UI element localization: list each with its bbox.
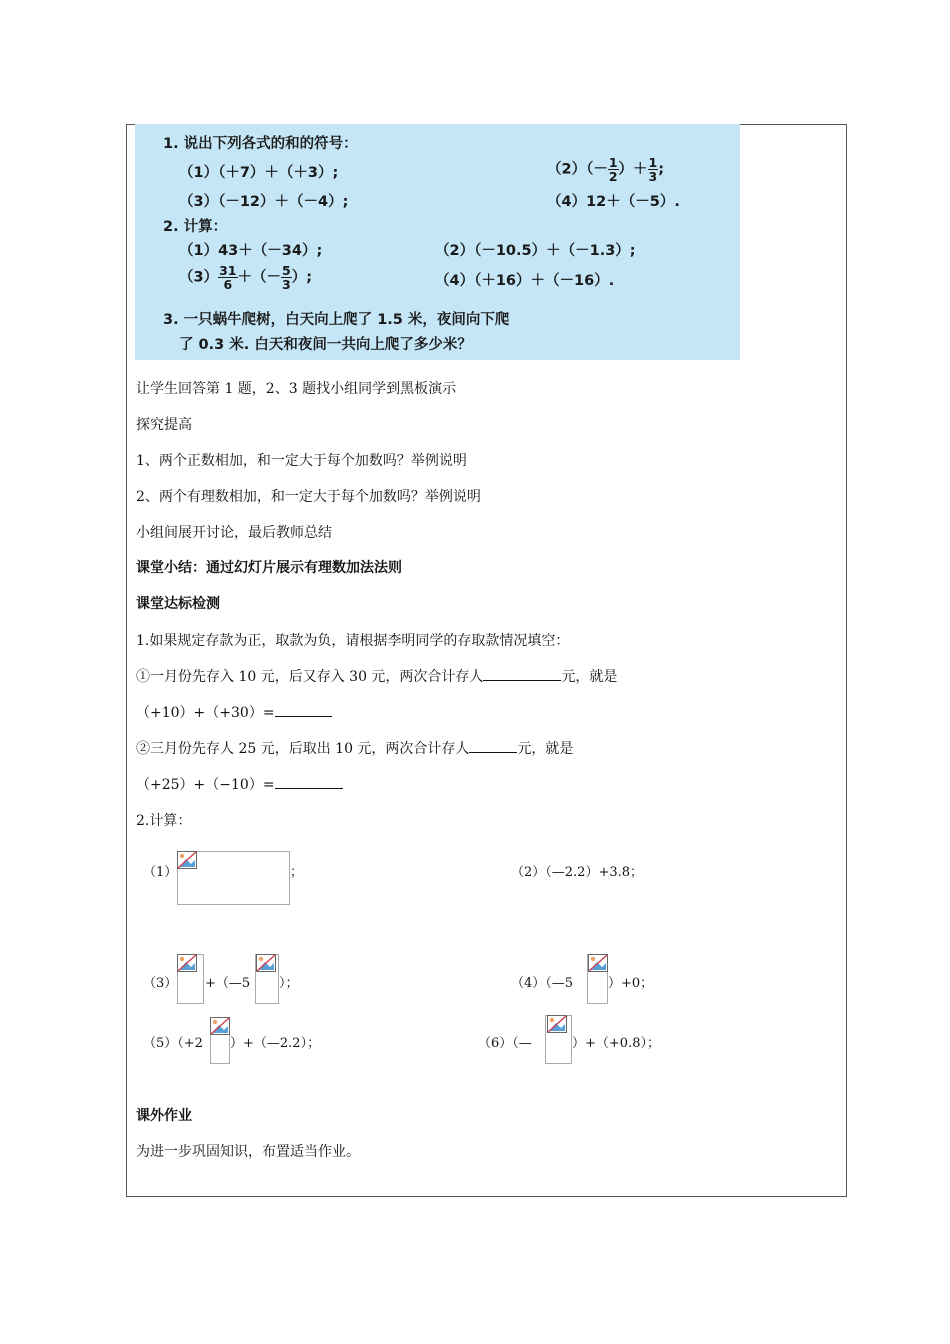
question-1: 1、两个正数相加，和一定大于每个加数吗？举例说明 bbox=[136, 453, 467, 469]
calc-item-4-end: ）+0； bbox=[608, 976, 654, 991]
test-item-2: ②三月份先存人 25 元，后取出 10 元，两次合计存人 元，就是 bbox=[136, 738, 573, 758]
q1-title: 1. 说出下列各式的和的符号： bbox=[163, 136, 358, 152]
q2-title: 2. 计算： bbox=[163, 219, 228, 235]
test-question-2: 2.计算： bbox=[136, 813, 192, 829]
answer-blank bbox=[275, 702, 332, 717]
calc-item-4-label: （4）（—5 bbox=[511, 976, 574, 991]
fraction: $\frac{1}{2}$ bbox=[608, 155, 618, 184]
fraction: $\frac{1}{3}$ bbox=[648, 155, 658, 184]
calc-item-2: （2）（—2.2）+3.8； bbox=[511, 865, 644, 880]
q2-item-3: （3） $\frac{31}{6}$ ＋（－ $\frac{5}{3}$ ）; bbox=[179, 263, 313, 292]
calc-item-3-mid: +（—5 bbox=[205, 976, 251, 991]
broken-image-icon bbox=[588, 954, 608, 972]
calc-item-3-label: （3） bbox=[143, 976, 178, 991]
exercise-slide-image bbox=[135, 124, 740, 360]
q3-line-2: 了 0.3 米. 白天和夜间一共向上爬了多少米？ bbox=[179, 337, 472, 353]
calc-item-6-end: ）+（+0.8）； bbox=[572, 1036, 660, 1051]
homework-heading: 课外作业 bbox=[136, 1108, 192, 1124]
calc-item-5-end: ）+（—2.2）； bbox=[230, 1036, 321, 1051]
fraction: $\frac{5}{3}$ bbox=[282, 263, 291, 292]
q1-item-1: （1）（＋7）＋（＋3）; bbox=[179, 165, 339, 181]
discussion-text: 小组间展开讨论，最后教师总结 bbox=[136, 525, 332, 541]
q2-item-1: （1）43＋（－34）; bbox=[179, 243, 323, 259]
q1-item-4: （4）12＋（－5）. bbox=[547, 194, 680, 210]
test-question-1: 1.如果规定存款为正，取款为负，请根据李明同学的存取款情况填空： bbox=[136, 633, 570, 649]
calc-item-3-end: ）； bbox=[279, 976, 299, 991]
calc-item-1-label: （1） bbox=[143, 865, 178, 880]
broken-image-icon bbox=[177, 954, 197, 972]
question-2: 2、两个有理数相加，和一定大于每个加数吗？举例说明 bbox=[136, 489, 481, 505]
answer-blank bbox=[483, 666, 561, 681]
test-item-1: ①一月份先存入 10 元，后又存入 30 元，两次合计存人 元，就是 bbox=[136, 666, 617, 686]
broken-image-icon bbox=[210, 1017, 230, 1035]
q3-line-1: 3. 一只蜗牛爬树，白天向上爬了 1.5 米，夜间向下爬 bbox=[163, 312, 510, 328]
calc-item-5-label: （5）（+2 bbox=[143, 1036, 203, 1051]
calc-item-6-label: （6）（— bbox=[478, 1036, 532, 1051]
q1-item-2: （2）（－ $\frac{1}{2}$ ）＋ $\frac{1}{3}$ ; bbox=[547, 155, 665, 184]
q2-item-4: （4）（＋16）＋（－16）. bbox=[435, 273, 615, 289]
broken-image-icon bbox=[547, 1015, 567, 1033]
q2-item-2: （2）（－10.5）＋（－1.3）; bbox=[435, 243, 636, 259]
test-item-1-expression: （+10）+（+30）= bbox=[136, 702, 332, 722]
fraction: $\frac{31}{6}$ bbox=[219, 263, 237, 292]
answer-blank bbox=[469, 738, 517, 753]
answer-blank bbox=[275, 774, 343, 789]
section-explore: 探究提高 bbox=[136, 417, 192, 433]
q1-item-3: （3）（－12）＋（－4）; bbox=[179, 194, 349, 210]
instruction-text: 让学生回答第 1 题，2、3 题找小组同学到黑板演示 bbox=[136, 381, 457, 397]
test-item-2-expression: （+25）+（−10）= bbox=[136, 774, 343, 794]
broken-image-icon bbox=[256, 954, 276, 972]
calc-item-1-end: ； bbox=[290, 865, 304, 880]
class-test-heading: 课堂达标检测 bbox=[136, 596, 220, 612]
homework-text: 为进一步巩固知识，布置适当作业。 bbox=[136, 1144, 360, 1160]
class-summary-heading: 课堂小结：通过幻灯片展示有理数加法法则 bbox=[136, 560, 402, 576]
broken-image-icon bbox=[177, 851, 197, 869]
